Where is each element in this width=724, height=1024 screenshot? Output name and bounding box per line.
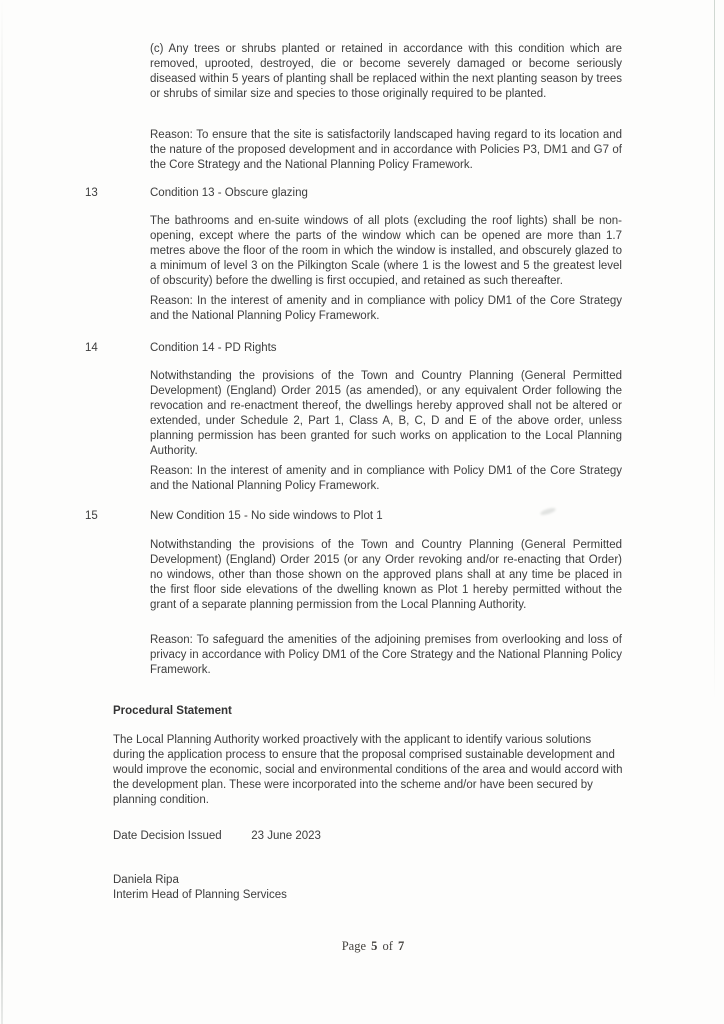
condition-14-title: Condition 14 - PD Rights [150, 342, 277, 354]
condition-14-body-paragraph: Notwithstanding the provisions of the Town and Country Planning (General Permitted Development) (England) Order 2015 (as amended), or any equivalent Order following the revocation and re-enactment thereof, the dwellings hereby approved shall not be altered or extended, under Schedule 2, Part 1, Class A, B, C, D and E of the above order, unless planning permission has been granted for such works on application to the Local Planning Authority. [150, 370, 622, 457]
condition-13-section [0, 186, 724, 324]
condition-13-title: Condition 13 - Obscure glazing [150, 187, 308, 199]
condition-15-section [0, 509, 724, 678]
condition-15-reason-paragraph: Reason: To safeguard the amenities of the adjoining premises from overlooking and loss of privacy in accordance with Policy DM1 of the Core Strategy and the National Planning Policy Framework. [150, 634, 622, 676]
decision-date-label: Date Decision Issued [113, 830, 222, 842]
procedural-statement-heading: Procedural Statement [113, 705, 232, 717]
condition-14-reason-paragraph: Reason: In the interest of amenity and in compliance with Policy DM1 of the Core Strategy and the National Planning Policy Framework. [150, 465, 622, 492]
decision-date-row [113, 829, 724, 844]
condition-15-body-paragraph: Notwithstanding the provisions of the Town and Country Planning (General Permitted Development) (England) Order 2015 (or any Order revoking and/or re-enacting that Order) no windows, other than those shown on the approved plans shall at any time be placed in the first floor side elevations of the dwelling known as Plot 1 hereby permitted without the grant of a separate planning permission from the Local Planning Authority. [150, 539, 622, 611]
procedural-statement-paragraph: The Local Planning Authority worked proactively with the applicant to identify various solutions during the application process to ensure that the proposal comprised sustainable development and would improve the economic, social and environmental conditions of the area and would accord with the development plan. These were incorporated into the scheme and/or have been secured by planning condition. [113, 734, 623, 806]
signatory-name: Daniela Ripa [113, 874, 179, 886]
condition-14-section [0, 341, 724, 494]
signature-block [113, 873, 724, 903]
condition-13-reason-paragraph: Reason: In the interest of amenity and in compliance with policy DM1 of the Core Strategy and the National Planning Policy Framework. [150, 295, 622, 322]
condition-13-number: 13 [85, 187, 98, 199]
condition-15-title: New Condition 15 - No side windows to Plot 1 [150, 510, 383, 522]
condition-15-heading [85, 509, 724, 524]
footer-page-total: 7 [398, 939, 405, 953]
footer-page-word: Page [341, 939, 366, 953]
condition-15-number: 15 [85, 510, 98, 522]
condition-13-heading [85, 186, 724, 201]
signatory-title: Interim Head of Planning Services [113, 889, 287, 901]
footer-page-number: 5 [371, 939, 378, 953]
decision-date-value: 23 June 2023 [251, 830, 321, 842]
condition-14-heading [85, 341, 724, 356]
footer-of-word: of [382, 939, 393, 953]
page-number-footer [0, 939, 724, 954]
clause-c-reason-paragraph: Reason: To ensure that the site is satisfactorily landscaped having regard to its location and the nature of the proposed development and in accordance with Policies P3, DM1 and G7 of the Core Strategy and the National Planning Policy Framework. [150, 129, 622, 171]
condition-14-number: 14 [85, 342, 98, 354]
clause-c-paragraph: (c) Any trees or shrubs planted or retained in accordance with this condition which are removed, uprooted, destroyed, die or become severely damaged or become seriously diseased within 5 years of planting shall be replaced within the next planting season by trees or shrubs of similar size and species to those originally required to be planted. [150, 43, 622, 100]
condition-13-body-paragraph: The bathrooms and en-suite windows of all plots (excluding the roof lights) shall be non-opening, except where the parts of the window which can be opened are more than 1.7 metres above the floor of the room in which the window is installed, and obscurely glazed to a minimum of level 3 on the Pilkington Scale (where 1 is the lowest and 5 the greatest level of obscurity) before the dwelling is first occupied, and retained as such thereafter. [150, 215, 622, 287]
